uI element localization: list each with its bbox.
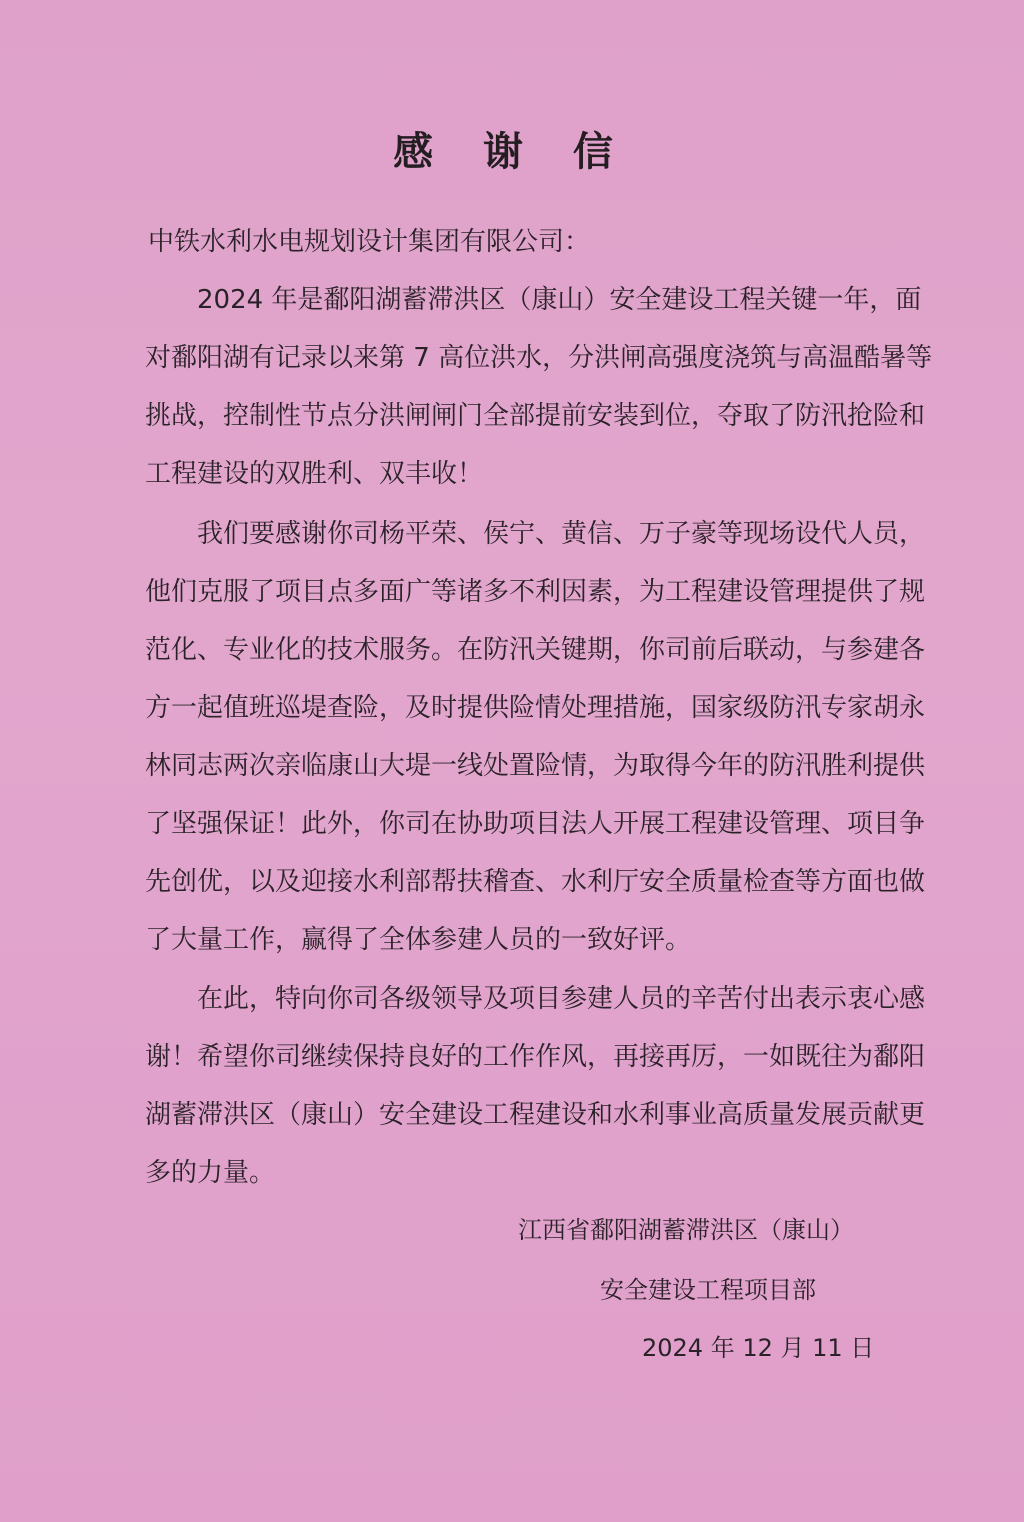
paragraph-line: 他们克服了项目点多面广等诸多不利因素，为工程建设管理提供了规 <box>145 577 926 607</box>
signature-date: 2024 年 12 月 11 日 <box>642 1334 875 1362</box>
paragraph-line: 在此，特向你司各级领导及项目参建人员的辛苦付出表示衷心感 <box>197 984 926 1014</box>
letter-paragraph-1 <box>145 271 933 503</box>
signature-organization-line1: 江西省鄱阳湖蓄滞洪区（康山） <box>518 1216 854 1244</box>
letter-paragraph-3 <box>145 970 926 1202</box>
paragraph-line: 了大量工作，赢得了全体参建人员的一致好评。 <box>145 925 692 955</box>
paragraph-line: 湖蓄滞洪区（康山）安全建设工程建设和水利事业高质量发展贡献更 <box>145 1100 926 1130</box>
paragraph-line: 先创优，以及迎接水利部帮扶稽查、水利厅安全质量检查等方面也做 <box>145 867 926 897</box>
paragraph-line: 对鄱阳湖有记录以来第 7 高位洪水，分洪闸高强度浇筑与高温酷暑等 <box>145 343 933 373</box>
letter-paragraph-2 <box>145 505 926 969</box>
letter-title: 感 谢 信 <box>393 129 631 175</box>
paragraph-line: 谢！希望你司继续保持良好的工作作风，再接再厉，一如既往为鄱阳 <box>145 1042 926 1072</box>
letter-salutation: 中铁水利水电规划设计集团有限公司： <box>148 227 591 257</box>
paragraph-line: 林同志两次亲临康山大堤一线处置险情，为取得今年的防汛胜利提供 <box>145 751 926 781</box>
paragraph-line: 了坚强保证！此外，你司在协助项目法人开展工程建设管理、项目争 <box>145 809 926 839</box>
paragraph-line: 多的力量。 <box>145 1158 276 1188</box>
paragraph-line: 方一起值班巡堤查险，及时提供险情处理措施，国家级防汛专家胡永 <box>145 693 926 723</box>
signature-organization-line2: 安全建设工程项目部 <box>600 1276 816 1304</box>
paragraph-line: 2024 年是鄱阳湖蓄滞洪区（康山）安全建设工程关键一年，面 <box>197 285 922 315</box>
paragraph-line: 挑战，控制性节点分洪闸闸门全部提前安装到位，夺取了防汛抢险和 <box>145 401 926 431</box>
paragraph-line: 范化、专业化的技术服务。在防汛关键期，你司前后联动，与参建各 <box>145 635 926 665</box>
paragraph-line: 工程建设的双胜利、双丰收！ <box>145 459 484 489</box>
paragraph-line: 我们要感谢你司杨平荣、侯宁、黄信、万子豪等现场设代人员， <box>197 519 926 549</box>
